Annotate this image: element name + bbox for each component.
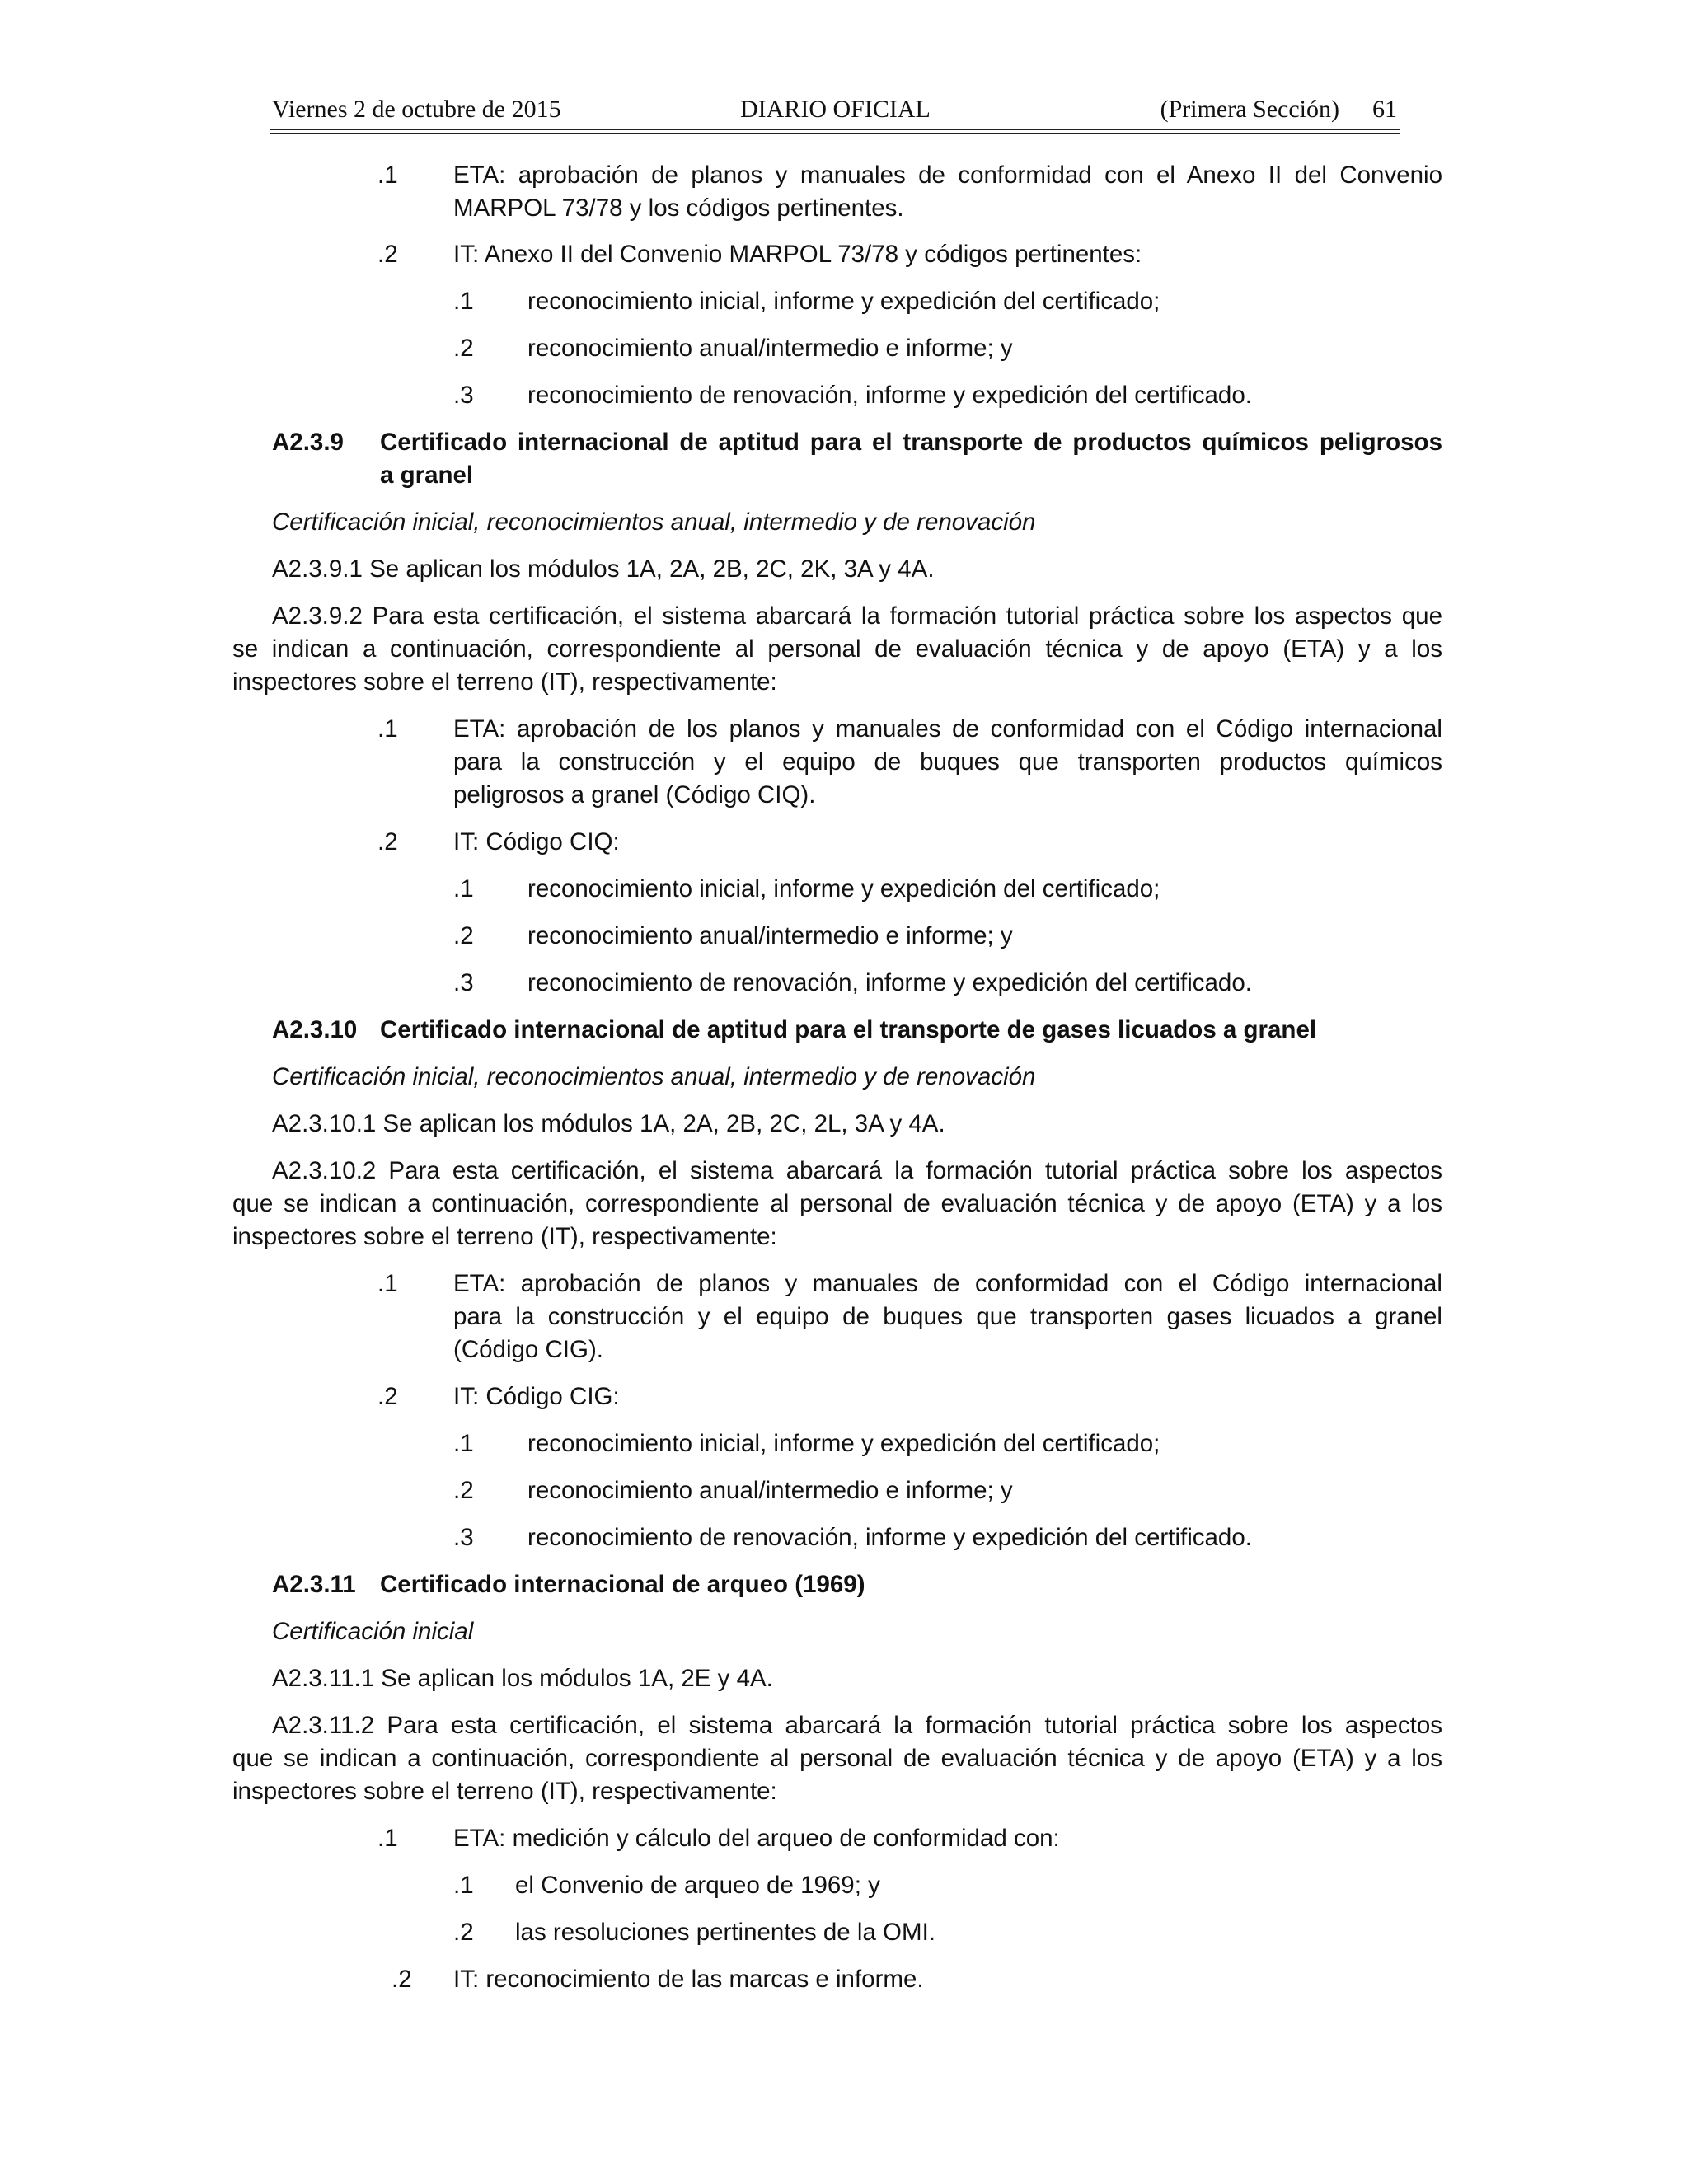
item-number: .1	[377, 715, 398, 743]
subitem-number: .1	[453, 288, 474, 315]
item-number: .1	[377, 1270, 398, 1297]
subitem-number: .3	[453, 969, 474, 996]
item-number: .1	[377, 1825, 398, 1852]
header-publication-title: DIARIO OFICIAL	[740, 96, 931, 123]
subsection-heading: Certificación inicial	[272, 1618, 474, 1645]
paragraph: A2.3.11.1 Se aplican los módulos 1A, 2E y 4A.	[272, 1665, 773, 1692]
paragraph: A2.3.9.1 Se aplican los módulos 1A, 2A, 2B, 2C, 2K, 3A y 4A.	[272, 555, 935, 583]
paragraph: se indican a continuación, correspondiente al personal de evaluación técnica y de apoyo (ETA) y a los	[232, 635, 1442, 663]
subitem-text: reconocimiento inicial, informe y expedición del certificado;	[528, 288, 1160, 315]
subsection-heading: Certificación inicial, reconocimientos anual, intermedio y de renovación	[272, 509, 1036, 536]
section-heading: Certificado internacional de aptitud para el transporte de productos químicos peligrosos	[380, 429, 1442, 456]
header-page-number: 61	[1372, 96, 1397, 123]
item-text: para la construcción y el equipo de buques que transporten productos químicos	[453, 748, 1442, 776]
item-number: .2	[377, 828, 398, 855]
subitem-text: las resoluciones pertinentes de la OMI.	[515, 1919, 935, 1946]
subitem-number: .1	[453, 875, 474, 902]
subitem-text: reconocimiento anual/intermedio e informe; y	[528, 335, 1013, 362]
section-number: A2.3.10	[272, 1016, 358, 1043]
item-text: ETA: aprobación de los planos y manuales de conformidad con el Código internacional	[453, 715, 1442, 743]
paragraph: inspectores sobre el terreno (IT), respectivamente:	[232, 1223, 777, 1250]
item-text: IT: Anexo II del Convenio MARPOL 73/78 y códigos pertinentes:	[453, 241, 1142, 268]
subitem-text: reconocimiento inicial, informe y expedición del certificado;	[528, 875, 1160, 902]
subitem-text: reconocimiento de renovación, informe y expedición del certificado.	[528, 969, 1252, 996]
item-number: .2	[377, 241, 398, 268]
section-number: A2.3.11	[272, 1571, 356, 1598]
subitem-text: reconocimiento de renovación, informe y expedición del certificado.	[528, 382, 1252, 409]
header-section: (Primera Sección)	[1160, 96, 1339, 123]
paragraph: que se indican a continuación, correspondiente al personal de evaluación técnica y de apoyo (ETA) y a los	[232, 1190, 1442, 1217]
paragraph: A2.3.9.2 Para esta certificación, el sistema abarcará la formación tutorial práctica sobre los aspectos que	[272, 602, 1442, 630]
subitem-text: el Convenio de arqueo de 1969; y	[515, 1872, 880, 1899]
item-text: ETA: aprobación de planos y manuales de conformidad con el Código internacional	[453, 1270, 1442, 1297]
paragraph: inspectores sobre el terreno (IT), respectivamente:	[232, 1778, 777, 1805]
subitem-number: .3	[453, 1524, 474, 1551]
item-text: IT: Código CIQ:	[453, 828, 620, 855]
header-rule	[270, 129, 1400, 130]
subitem-number: .2	[453, 335, 474, 362]
paragraph: que se indican a continuación, correspondiente al personal de evaluación técnica y de apoyo (ETA) y a los	[232, 1745, 1442, 1772]
header-rule	[270, 133, 1400, 134]
section-heading: a granel	[380, 462, 474, 489]
item-text: para la construcción y el equipo de buques que transporten gases licuados a granel	[453, 1303, 1442, 1330]
item-text: ETA: medición y cálculo del arqueo de conformidad con:	[453, 1825, 1060, 1852]
item-number: .2	[392, 1966, 412, 1993]
subitem-number: .1	[453, 1872, 474, 1899]
subitem-number: .2	[453, 1919, 474, 1946]
subsection-heading: Certificación inicial, reconocimientos anual, intermedio y de renovación	[272, 1063, 1036, 1090]
subitem-number: .2	[453, 1477, 474, 1504]
paragraph: A2.3.11.2 Para esta certificación, el sistema abarcará la formación tutorial práctica sobre los aspectos	[272, 1712, 1442, 1739]
item-number: .1	[377, 162, 398, 189]
subitem-text: reconocimiento inicial, informe y expedición del certificado;	[528, 1430, 1160, 1457]
paragraph: A2.3.10.1 Se aplican los módulos 1A, 2A, 2B, 2C, 2L, 3A y 4A.	[272, 1110, 945, 1137]
subitem-number: .1	[453, 1430, 474, 1457]
item-text: IT: reconocimiento de las marcas e informe.	[453, 1966, 924, 1993]
item-text: peligrosos a granel (Código CIQ).	[453, 781, 816, 808]
section-heading: Certificado internacional de aptitud para el transporte de gases licuados a granel	[380, 1016, 1317, 1043]
subitem-number: .2	[453, 922, 474, 949]
item-text: ETA: aprobación de planos y manuales de conformidad con el Anexo II del Convenio	[453, 162, 1442, 189]
item-text: (Código CIG).	[453, 1336, 603, 1363]
paragraph: A2.3.10.2 Para esta certificación, el sistema abarcará la formación tutorial práctica sobre los aspectos	[272, 1157, 1442, 1184]
subitem-text: reconocimiento de renovación, informe y expedición del certificado.	[528, 1524, 1252, 1551]
subitem-number: .3	[453, 382, 474, 409]
paragraph: inspectores sobre el terreno (IT), respectivamente:	[232, 668, 777, 696]
section-number: A2.3.9	[272, 429, 344, 456]
page-header	[272, 96, 1397, 132]
section-heading: Certificado internacional de arqueo (1969)	[380, 1571, 865, 1598]
item-text: IT: Código CIG:	[453, 1383, 620, 1410]
item-number: .2	[377, 1383, 398, 1410]
subitem-text: reconocimiento anual/intermedio e informe; y	[528, 1477, 1013, 1504]
item-text: MARPOL 73/78 y los códigos pertinentes.	[453, 194, 904, 222]
subitem-text: reconocimiento anual/intermedio e informe; y	[528, 922, 1013, 949]
header-date: Viernes 2 de octubre de 2015	[272, 96, 561, 123]
